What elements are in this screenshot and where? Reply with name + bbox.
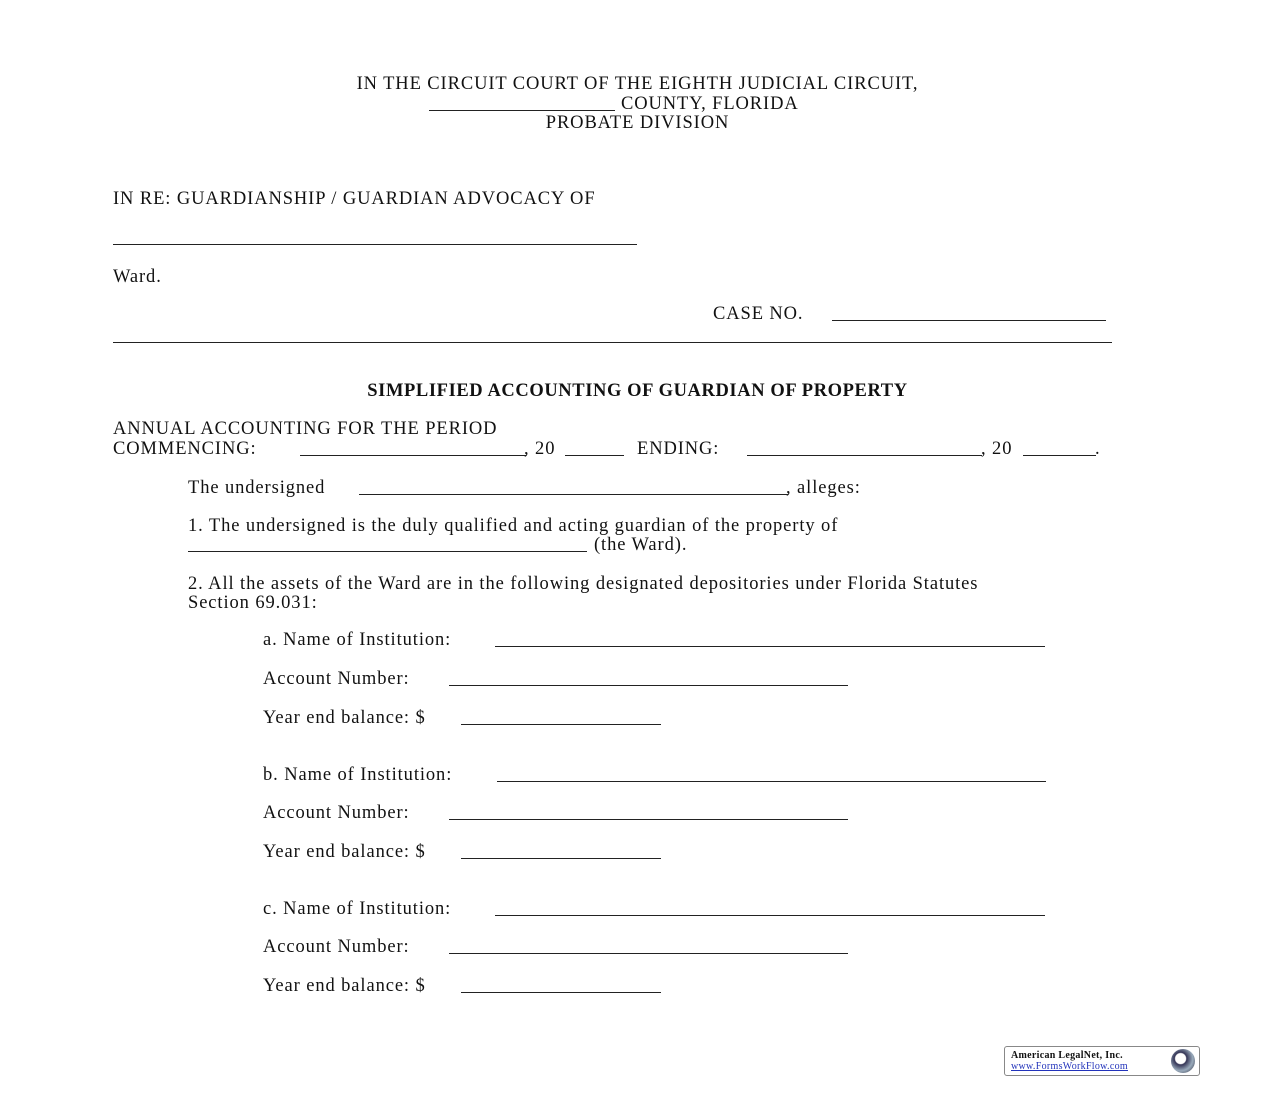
account-c-balance-blank[interactable] [461, 992, 661, 993]
document-title: SIMPLIFIED ACCOUNTING OF GUARDIAN OF PROPERTY [367, 381, 908, 401]
american-legalnet-logo[interactable] [1004, 1046, 1200, 1076]
account-a-number-blank[interactable] [449, 685, 848, 686]
caption-divider [113, 342, 1112, 343]
account-a-name-blank[interactable] [495, 646, 1045, 647]
court-header-division: PROBATE DIVISION [545, 113, 730, 133]
commencing-year-prefix: , 20 [524, 439, 556, 459]
ending-date-blank[interactable] [747, 455, 982, 456]
ward-label: Ward. [113, 267, 162, 287]
period-label: ANNUAL ACCOUNTING FOR THE PERIOD [113, 419, 498, 439]
county-label: COUNTY, FLORIDA [621, 94, 799, 114]
the-ward-label: (the Ward). [594, 535, 688, 555]
account-b-name-label: b. Name of Institution: [263, 765, 453, 785]
globe-icon [1171, 1049, 1195, 1073]
county-blank[interactable] [429, 110, 615, 111]
account-c-balance-label: Year end balance: $ [263, 976, 426, 996]
account-a-name-label: a. Name of Institution: [263, 630, 452, 650]
paragraph-1: 1. The undersigned is the duly qualified and acting guardian of the property of [188, 516, 839, 536]
court-header-line1: IN THE CIRCUIT COURT OF THE EIGHTH JUDICIAL CIRCUIT, [356, 74, 919, 94]
account-c-number-blank[interactable] [449, 953, 848, 954]
logo-company-name: American LegalNet, Inc. [1011, 1050, 1123, 1061]
account-c-number-label: Account Number: [263, 937, 410, 957]
commencing-year-blank[interactable] [565, 455, 624, 456]
account-a-number-label: Account Number: [263, 669, 410, 689]
account-a-balance-blank[interactable] [461, 724, 661, 725]
ward-blank-para1[interactable] [188, 551, 587, 552]
ending-year-prefix: , 20 [981, 439, 1013, 459]
case-no-blank[interactable] [832, 320, 1106, 321]
ending-period: . [1095, 439, 1101, 459]
undersigned-label: The undersigned [188, 478, 326, 498]
logo-url-link[interactable]: www.FormsWorkFlow.com [1011, 1061, 1128, 1072]
ward-name-blank[interactable] [113, 244, 637, 245]
alleges-label: , alleges: [786, 478, 861, 498]
account-c-name-blank[interactable] [495, 915, 1045, 916]
account-b-number-label: Account Number: [263, 803, 410, 823]
case-no-label: CASE NO. [713, 304, 804, 324]
account-b-number-blank[interactable] [449, 819, 848, 820]
ending-label: ENDING: [637, 439, 720, 459]
commencing-date-blank[interactable] [300, 455, 526, 456]
paragraph-2-line2: Section 69.031: [188, 593, 318, 613]
account-a-balance-label: Year end balance: $ [263, 708, 426, 728]
account-b-name-blank[interactable] [497, 781, 1046, 782]
account-c-name-label: c. Name of Institution: [263, 899, 452, 919]
account-b-balance-label: Year end balance: $ [263, 842, 426, 862]
commencing-label: COMMENCING: [113, 439, 257, 459]
paragraph-2-line1: 2. All the assets of the Ward are in the following designated depositories under Florida Statutes [188, 574, 979, 594]
in-re-label: IN RE: GUARDIANSHIP / GUARDIAN ADVOCACY OF [113, 189, 596, 209]
account-b-balance-blank[interactable] [461, 858, 661, 859]
undersigned-name-blank[interactable] [359, 494, 788, 495]
ending-year-blank[interactable] [1023, 455, 1096, 456]
